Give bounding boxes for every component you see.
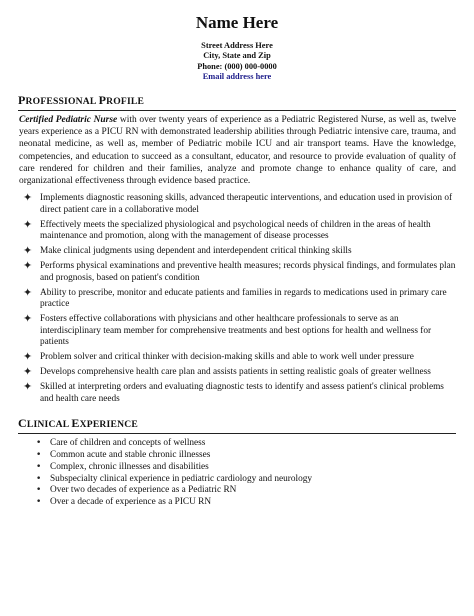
list-item: ✦ Problem solver and critical thinker with decision-making skills and able to work well under pressure (23, 350, 414, 364)
list-item: • Over a decade of experience as a PICU RN (36, 496, 212, 507)
candidate-name: Name Here (195, 13, 279, 32)
star-icon: ✦ (23, 244, 33, 258)
list-item: ✦ Skilled at interpreting orders and evaluating diagnostic tests to identify and assess patient's clinical problems and health care needs (23, 380, 444, 404)
bullet-dot-icon: • (36, 496, 42, 507)
star-icon: ✦ (23, 350, 33, 364)
bullet-dot-icon: • (36, 438, 42, 449)
bullet-dot-icon: • (36, 485, 42, 496)
phone-number: Phone: (000) 000-0000 (197, 61, 277, 71)
resume-header (0, 0, 474, 83)
list-item: ✦ Effectively meets the specialized physiological and psychological needs of children in the areas of health maintenance and promotion, along with the management of disease processes (23, 217, 431, 242)
list-item: ✦ Performs physical examinations and preventive health measures; records physical findings, and formulates plan and prognosis, based on patient's condition (23, 259, 456, 283)
section-heading-professional-profile: PROFESSIONAL PROFILE (18, 91, 456, 111)
street-address: Street Address Here (201, 41, 273, 50)
star-icon: ✦ (23, 365, 33, 379)
bullet-dot-icon: • (36, 461, 42, 472)
email-address[interactable]: Email address here (202, 72, 272, 82)
summary-body: with over twenty years of experience as a Pediatric Registered Nurse, as well as, twelve years experience as a PICU RN with demonstrated leadership abilities through Pediatric intensive care, trauma, and neonatal medicine, as well as, member of Pediatric mobile ICU and air transport teams. Have the knowledge, competencies, and education to succeed as a consultant, educator, and resource to provide evaluation of quality of care rendered for children and their families, analyze and promote change to enhance quality of care, and organizational effectiveness through evidence based practice. (19, 114, 456, 187)
star-icon: ✦ (23, 259, 33, 273)
bullet-dot-icon: • (36, 473, 42, 484)
list-item: ✦ Make clinical judgments using dependent and interdependent critical thinking skills (23, 244, 352, 258)
list-item: ✦ Implements diagnostic reasoning skills, advanced therapeutic interventions, and education used in provision of direct patient care in a collaborative model (23, 191, 453, 215)
list-item: • Complex, chronic illnesses and disabilities (36, 461, 209, 472)
list-item: ✦ Develops comprehensive health care plan and assists patients in setting realistic goals of greater wellness (23, 365, 431, 379)
list-item: • Subspecialty clinical experience in pediatric cardiology and neurology (36, 473, 313, 484)
list-item: • Care of children and concepts of wellness (36, 438, 206, 449)
star-icon: ✦ (23, 312, 33, 326)
summary-lead: Certified Pediatric Nurse (19, 114, 118, 125)
list-item: • Over two decades of experience as a Pediatric RN (36, 485, 237, 496)
star-icon: ✦ (23, 217, 33, 231)
profile-summary (19, 114, 456, 188)
city-state-zip: City, State and Zip (203, 51, 271, 61)
section-heading-clinical-experience: CLINICAL EXPERIENCE (18, 414, 456, 434)
bullet-dot-icon: • (36, 450, 42, 461)
list-item: ✦ Ability to prescribe, monitor and educate patients and families in regards to medications used in primary care practice (23, 285, 447, 310)
profile-bullet-list (0, 193, 456, 405)
star-icon: ✦ (23, 191, 33, 205)
star-icon: ✦ (23, 285, 33, 299)
clinical-experience-list (0, 438, 456, 508)
star-icon: ✦ (23, 380, 33, 394)
list-item: • Common acute and stable chronic illnesses (36, 450, 211, 461)
list-item: ✦ Fosters effective collaborations with physicians and other healthcare professionals to serve as an interdisciplinary team member for comprehensive treatments and best options for health and wellness for patients (23, 312, 432, 348)
